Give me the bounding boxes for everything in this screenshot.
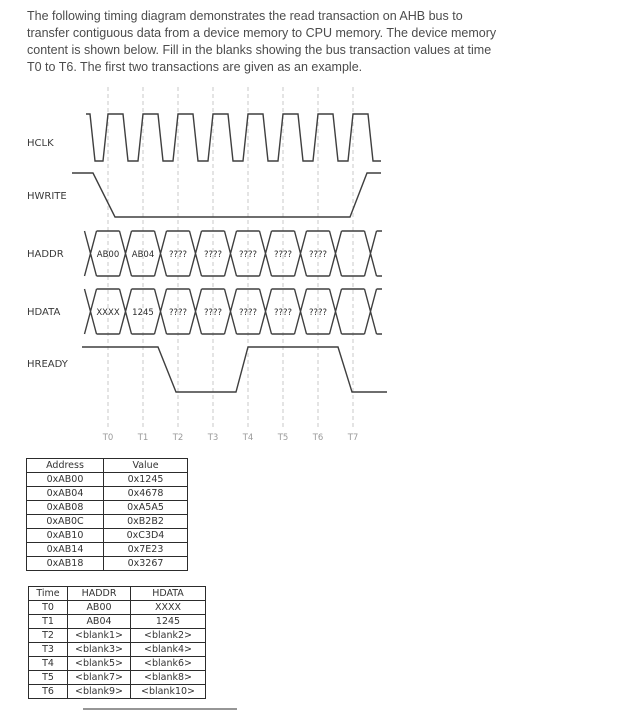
transaction-table-row — [29, 643, 206, 657]
transaction-table-cell: T4 — [29, 657, 68, 671]
memory-table-cell: 0xAB08 — [27, 501, 104, 515]
time-label: T2 — [172, 433, 184, 443]
memory-table — [26, 458, 188, 571]
transaction-table-cell: XXXX — [131, 601, 206, 615]
transaction-table-cell: T0 — [29, 601, 68, 615]
transaction-table-row — [29, 685, 206, 699]
transaction-table-cell: <blank2> — [131, 629, 206, 643]
memory-table-cell: 0x7E23 — [104, 543, 188, 557]
haddr-value: ???? — [308, 250, 328, 260]
haddr-value: ???? — [273, 250, 293, 260]
bottom-rule — [83, 708, 237, 710]
signal-label-haddr: HADDR — [27, 249, 64, 260]
memory-table-header-row — [27, 459, 188, 473]
transaction-table-cell: <blank5> — [68, 657, 131, 671]
transaction-table — [28, 586, 206, 699]
transaction-table-cell: AB00 — [68, 601, 131, 615]
memory-table-cell: 0xAB18 — [27, 557, 104, 571]
transaction-table-cell: <blank10> — [131, 685, 206, 699]
transaction-table-row — [29, 629, 206, 643]
memory-table-cell: 0xAB0C — [27, 515, 104, 529]
signal-label-hwrite: HWRITE — [27, 191, 67, 202]
memory-table-cell: 0xC3D4 — [104, 529, 188, 543]
intro-line: T0 to T6. The first two transactions are given as an example. — [27, 60, 363, 74]
haddr-value: AB00 — [96, 250, 120, 260]
hdata-value: ???? — [238, 308, 258, 318]
transaction-table-cell: T5 — [29, 671, 68, 685]
memory-table-cell: 0x3267 — [104, 557, 188, 571]
transaction-table-header-cell: Time — [29, 587, 68, 601]
time-label: T1 — [137, 433, 149, 443]
intro-line: transfer contiguous data from a device memory to CPU memory. The device memory — [27, 26, 497, 40]
memory-table-cell: 0x1245 — [104, 473, 188, 487]
haddr-value: ???? — [203, 250, 223, 260]
transaction-table-cell: <blank8> — [131, 671, 206, 685]
time-label: T0 — [102, 433, 114, 443]
hwrite-waveform — [72, 173, 381, 217]
time-label: T7 — [347, 433, 359, 443]
transaction-table-header-cell: HADDR — [68, 587, 131, 601]
hdata-value: 1245 — [132, 308, 154, 318]
hdata-value: XXXX — [96, 308, 120, 318]
transaction-table-cell: T6 — [29, 685, 68, 699]
signal-label-hdata: HDATA — [27, 307, 61, 318]
memory-table-cell: 0xAB10 — [27, 529, 104, 543]
hdata-value: ???? — [168, 308, 188, 318]
intro-line: The following timing diagram demonstrates the read transaction on AHB bus to — [27, 9, 463, 23]
memory-table-header-cell: Address — [27, 459, 104, 473]
hdata-value: ???? — [203, 308, 223, 318]
memory-table-row — [27, 529, 188, 543]
transaction-table-header-cell: HDATA — [131, 587, 206, 601]
transaction-table-row — [29, 615, 206, 629]
transaction-table-cell: <blank3> — [68, 643, 131, 657]
transaction-table-cell: T3 — [29, 643, 68, 657]
hdata-waveform — [85, 289, 383, 334]
memory-table-cell: 0xAB00 — [27, 473, 104, 487]
transaction-table-row — [29, 671, 206, 685]
hdata-value: ???? — [308, 308, 328, 318]
haddr-waveform — [85, 231, 383, 276]
time-label: T4 — [242, 433, 254, 443]
transaction-table-cell: 1245 — [131, 615, 206, 629]
time-label: T3 — [207, 433, 219, 443]
memory-table-row — [27, 515, 188, 529]
memory-table-row — [27, 557, 188, 571]
transaction-table-header-row — [29, 587, 206, 601]
signal-label-hready: HREADY — [27, 359, 68, 370]
signal-label-hclk: HCLK — [27, 138, 54, 149]
intro-line: content is shown below. Fill in the blanks showing the bus transaction values at time — [27, 43, 492, 57]
memory-table-row — [27, 543, 188, 557]
hclk-waveform — [86, 114, 381, 161]
memory-table-row — [27, 501, 188, 515]
memory-table-cell: 0xAB14 — [27, 543, 104, 557]
transaction-table-cell: <blank4> — [131, 643, 206, 657]
hready-waveform — [82, 347, 387, 392]
memory-table-cell: 0xA5A5 — [104, 501, 188, 515]
transaction-table-cell: <blank1> — [68, 629, 131, 643]
transaction-table-cell: T1 — [29, 615, 68, 629]
memory-table-row — [27, 487, 188, 501]
memory-table-header-cell: Value — [104, 459, 188, 473]
transaction-table-row — [29, 657, 206, 671]
time-label: T5 — [277, 433, 289, 443]
transaction-table-cell: <blank7> — [68, 671, 131, 685]
haddr-value: AB04 — [131, 250, 155, 260]
memory-table-cell: 0xAB04 — [27, 487, 104, 501]
haddr-value: ???? — [238, 250, 258, 260]
memory-table-cell: 0x4678 — [104, 487, 188, 501]
transaction-table-cell: <blank9> — [68, 685, 131, 699]
hdata-value: ???? — [273, 308, 293, 318]
transaction-table-cell: T2 — [29, 629, 68, 643]
memory-table-row — [27, 473, 188, 487]
transaction-table-cell: AB04 — [68, 615, 131, 629]
memory-table-cell: 0xB2B2 — [104, 515, 188, 529]
haddr-value: ???? — [168, 250, 188, 260]
transaction-table-cell: <blank6> — [131, 657, 206, 671]
transaction-table-row — [29, 601, 206, 615]
time-label: T6 — [312, 433, 324, 443]
